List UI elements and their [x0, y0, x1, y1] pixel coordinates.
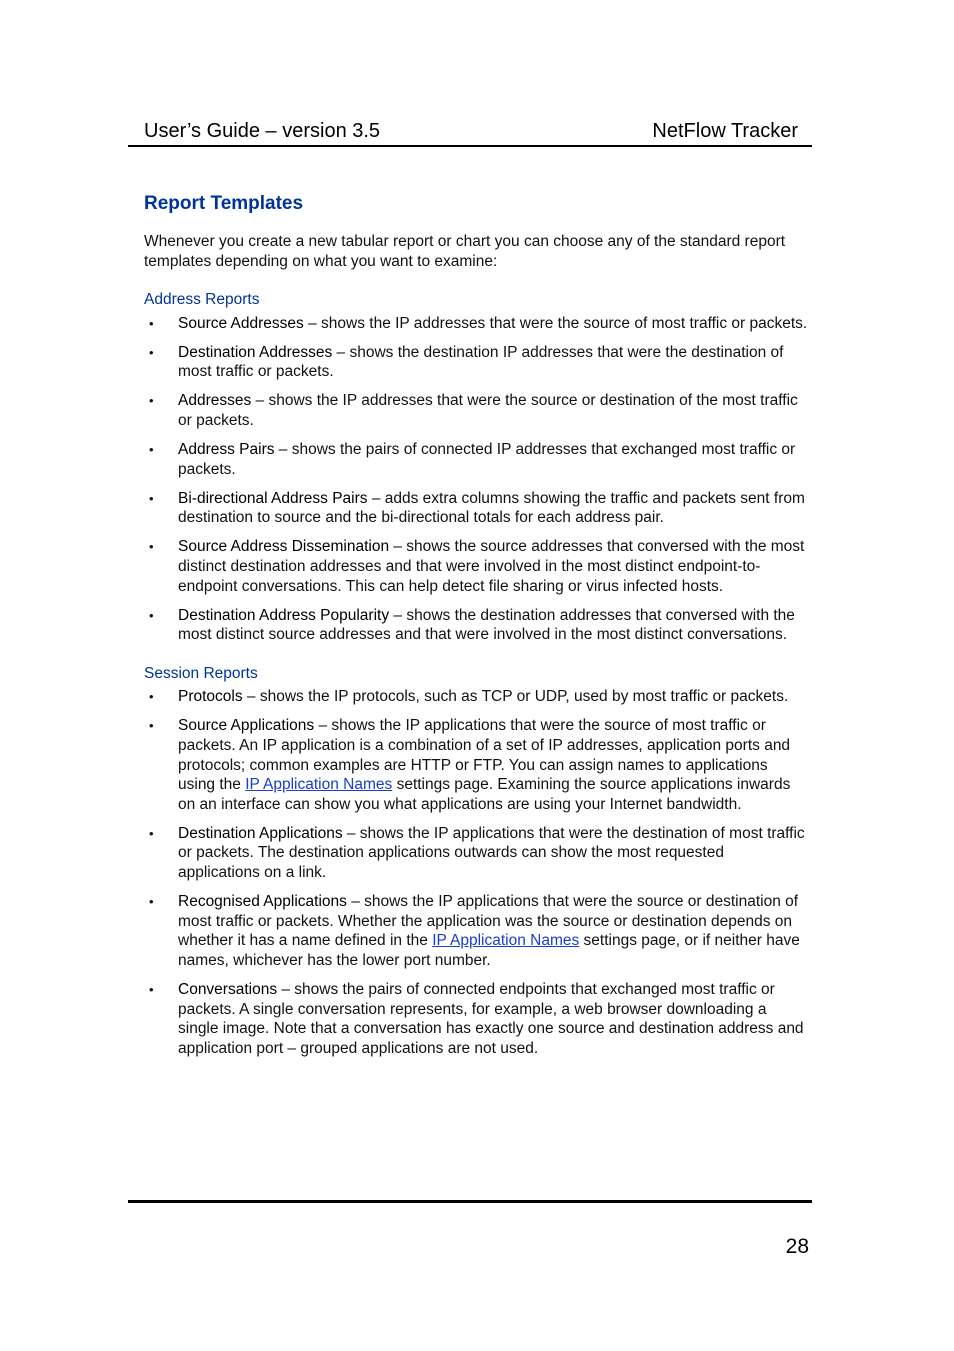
- item-term: Destination Address Popularity: [178, 606, 390, 624]
- list-item: [144, 440, 808, 479]
- list-item: [144, 489, 808, 528]
- list-item: [144, 716, 808, 814]
- header-product: NetFlow Tracker: [652, 120, 798, 142]
- page-header: [128, 118, 812, 147]
- section-title: Report Templates: [144, 193, 304, 214]
- bullet-icon: •: [149, 607, 154, 623]
- item-term: Address Pairs: [178, 440, 275, 458]
- item-term: Bi-directional Address Pairs: [178, 489, 368, 507]
- item-text: – shows the IP addresses that were the source or destination of the most traffic or packets.: [178, 392, 798, 429]
- item-text: settings page. Examining the source applications inwards on an interface can show you what applications are using your Internet bandwidth.: [178, 776, 791, 813]
- bullet-icon: •: [149, 315, 154, 331]
- header-title: User’s Guide – version 3.5: [144, 120, 381, 142]
- list-item: [144, 343, 808, 382]
- page-content: [144, 190, 808, 1068]
- item-term: Source Addresses: [178, 314, 304, 332]
- ip-application-names-link[interactable]: IP Application Names: [245, 776, 393, 794]
- list-item: [144, 537, 808, 596]
- item-term: Destination Applications: [178, 824, 343, 842]
- session-reports-heading: Session Reports: [144, 664, 258, 682]
- bullet-icon: •: [149, 539, 154, 555]
- bullet-icon: •: [149, 344, 154, 360]
- item-term: Recognised Applications: [178, 893, 347, 911]
- bullet-icon: •: [149, 825, 154, 841]
- list-item: [144, 606, 808, 645]
- list-item: [144, 391, 808, 430]
- item-text: – shows the IP protocols, such as TCP or UDP, used by most traffic or packets.: [242, 688, 789, 706]
- bullet-icon: •: [149, 490, 154, 506]
- item-text: – shows the source addresses that conversed with the most distinct destination addresses and that were involved in the most distinct endpoint-to-endpoint conversations. This can help detect file sharing or virus infected hosts.: [178, 538, 805, 595]
- item-text: – shows the IP applications that were the destination of most traffic or packets. The destination applications outwards can show the most requested applications on a link.: [178, 824, 805, 882]
- item-text: – adds extra columns showing the traffic and packets sent from destination to source and the bi-directional totals for each address pair.: [178, 489, 805, 527]
- list-item: [144, 314, 808, 334]
- bullet-icon: •: [149, 393, 154, 409]
- item-term: Source Applications: [178, 717, 315, 735]
- bullet-icon: •: [149, 718, 154, 734]
- list-item: [144, 892, 808, 970]
- item-term: Source Address Dissemination: [178, 538, 390, 556]
- bullet-icon: •: [149, 441, 154, 457]
- item-term: Destination Addresses: [178, 343, 333, 361]
- item-term: Addresses: [178, 392, 252, 410]
- list-item: [144, 824, 808, 883]
- item-term: Protocols: [178, 688, 243, 706]
- item-text: – shows the pairs of connected endpoints that exchanged most traffic or packets. A single conversation represents, for example, a web browser downloading a single image. Note that a conversation has exactly one source and destination address and application port – grouped applications are not used.: [178, 981, 804, 1057]
- item-text: – shows the IP applications that were the source of most traffic or packets. An IP application is a combination of a set of IP addresses, application ports and protocols; common examples are HTTP or FTP. You can assign names to applications using the: [178, 717, 791, 794]
- list-item: [144, 687, 808, 707]
- item-text: – shows the destination addresses that conversed with the most distinct source addresses and that were involved in the most distinct conversations.: [178, 606, 795, 644]
- footer-divider: [128, 1200, 812, 1203]
- bullet-icon: •: [149, 689, 154, 705]
- address-reports-heading: Address Reports: [144, 291, 260, 308]
- page-number: 28: [785, 1235, 809, 1258]
- ip-application-names-link[interactable]: IP Application Names: [432, 932, 580, 950]
- item-text: settings page, or if neither have names, whichever has the lower port number.: [178, 932, 800, 969]
- item-text: – shows the IP applications that were the source or destination of most traffic or packets. Whether the application was the source or destination depends on whether it has a name defined in the: [178, 893, 799, 950]
- item-text: – shows the pairs of connected IP addresses that exchanged most traffic or packets.: [178, 440, 796, 478]
- session-reports-list: [144, 687, 808, 1058]
- bullet-icon: •: [149, 894, 154, 910]
- item-term: Conversations: [178, 981, 278, 999]
- bullet-icon: •: [149, 982, 154, 998]
- item-text: – shows the destination IP addresses that were the destination of most traffic or packets.: [178, 343, 784, 381]
- intro-paragraph: Whenever you create a new tabular report or chart you can choose any of the standard report templates depending on what you want to examine:: [144, 233, 786, 270]
- list-item: [144, 980, 808, 1058]
- item-text: – shows the IP addresses that were the source of most traffic or packets.: [303, 314, 808, 332]
- address-reports-list: [144, 314, 808, 645]
